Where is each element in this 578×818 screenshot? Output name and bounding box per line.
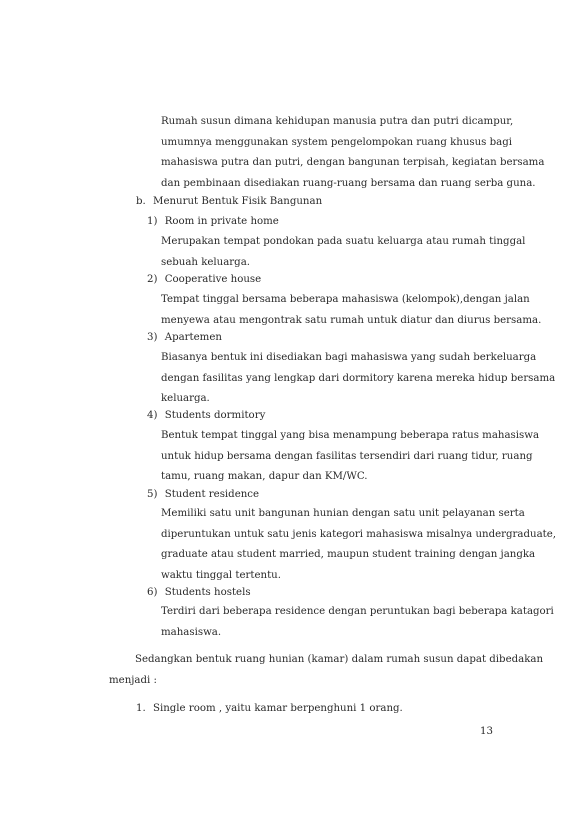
list-item-body: [161, 504, 557, 586]
item-marker: 1.: [136, 703, 146, 714]
text-line: tamu, ruang makan, dapur dan KM/WC.: [161, 471, 368, 483]
text-line: sebuah keluarga.: [161, 256, 251, 268]
item-marker: 1): [147, 216, 158, 227]
item-marker: 6): [147, 587, 158, 598]
text-line: Terdiri dari beberapa residence dengan peruntukan bagi beberapa katagori: [161, 606, 554, 617]
item-title: Cooperative house: [164, 274, 262, 285]
item-title: Apartemen: [164, 332, 222, 343]
text-line: Rumah susun dimana kehidupan manusia putra dan putri dicampur,: [161, 116, 514, 127]
text-line: Memiliki satu unit bangunan hunian dengan satu unit pelayanan serta: [161, 508, 525, 519]
text-line: graduate atau student married, maupun student training dengan jangka: [161, 549, 536, 561]
list-item-body: [161, 426, 540, 488]
text-line: untuk hidup bersama dengan fasilitas tersendiri dari ruang tidur, ruang: [161, 450, 533, 462]
list-item-body: [161, 348, 556, 410]
text-line: mahasiswa.: [161, 626, 222, 638]
item-marker: 2): [147, 274, 158, 285]
text-line: diperuntukan untuk satu jenis kategori mahasiswa misalnya undergraduate,: [161, 528, 557, 540]
list-item-body: [161, 290, 542, 331]
text-line: dengan fasilitas yang lengkap dari dormitory karena mereka hidup bersama: [161, 372, 556, 384]
item-marker: 3): [147, 332, 158, 343]
section-heading: [136, 192, 322, 213]
list-item-title: [147, 583, 251, 604]
text-line: mahasiswa putra dan putri, dengan bangunan terpisah, kegiatan bersama: [161, 157, 545, 169]
list-item-title: [147, 212, 279, 233]
list-item-title: [147, 270, 261, 291]
section-title: Menurut Bentuk Fisik Bangunan: [153, 196, 323, 207]
item-title: Students dormitory: [164, 410, 266, 421]
text-line: Biasanya bentuk ini disediakan bagi mahasiswa yang sudah berkeluarga: [161, 352, 537, 363]
list-item-title: [147, 485, 259, 506]
text-line: Tempat tinggal bersama beberapa mahasiswa (kelompok),dengan jalan: [161, 294, 530, 305]
list-item-body: [161, 232, 526, 273]
item-title: Students hostels: [164, 587, 251, 598]
text-line: menjadi :: [109, 674, 157, 686]
text-line: Sedangkan bentuk ruang hunian (kamar) dalam rumah susun dapat dibedakan: [135, 654, 544, 665]
item-marker: 4): [147, 410, 158, 421]
text-line: Merupakan tempat pondokan pada suatu keluarga atau rumah tinggal: [161, 236, 526, 247]
text-line: menyewa atau mengontrak satu rumah untuk diatur dan diurus bersama.: [161, 314, 542, 326]
text-line: umumnya menggunakan system pengelompokan ruang khusus bagi: [161, 136, 513, 148]
numbered-list-item: [136, 699, 403, 720]
text-line: Bentuk tempat tinggal yang bisa menampung beberapa ratus mahasiswa: [161, 430, 540, 441]
list-item-body: [161, 602, 554, 643]
intro-paragraph: [161, 112, 545, 194]
text-line: waktu tinggal tertentu.: [161, 569, 281, 581]
page-number: 13: [480, 726, 493, 737]
item-text: Single room , yaitu kamar berpenghuni 1 orang.: [152, 703, 403, 714]
item-marker: 5): [147, 489, 158, 500]
text-line: keluarga.: [161, 393, 210, 405]
list-item-title: [147, 406, 265, 427]
item-title: Student residence: [164, 489, 260, 500]
closing-paragraph: [109, 650, 544, 691]
text-line: dan pembinaan disediakan ruang-ruang bersama dan ruang serba guna.: [161, 177, 536, 189]
list-item-title: [147, 328, 222, 349]
item-title: Room in private home: [164, 216, 279, 227]
section-marker: b.: [136, 196, 146, 207]
